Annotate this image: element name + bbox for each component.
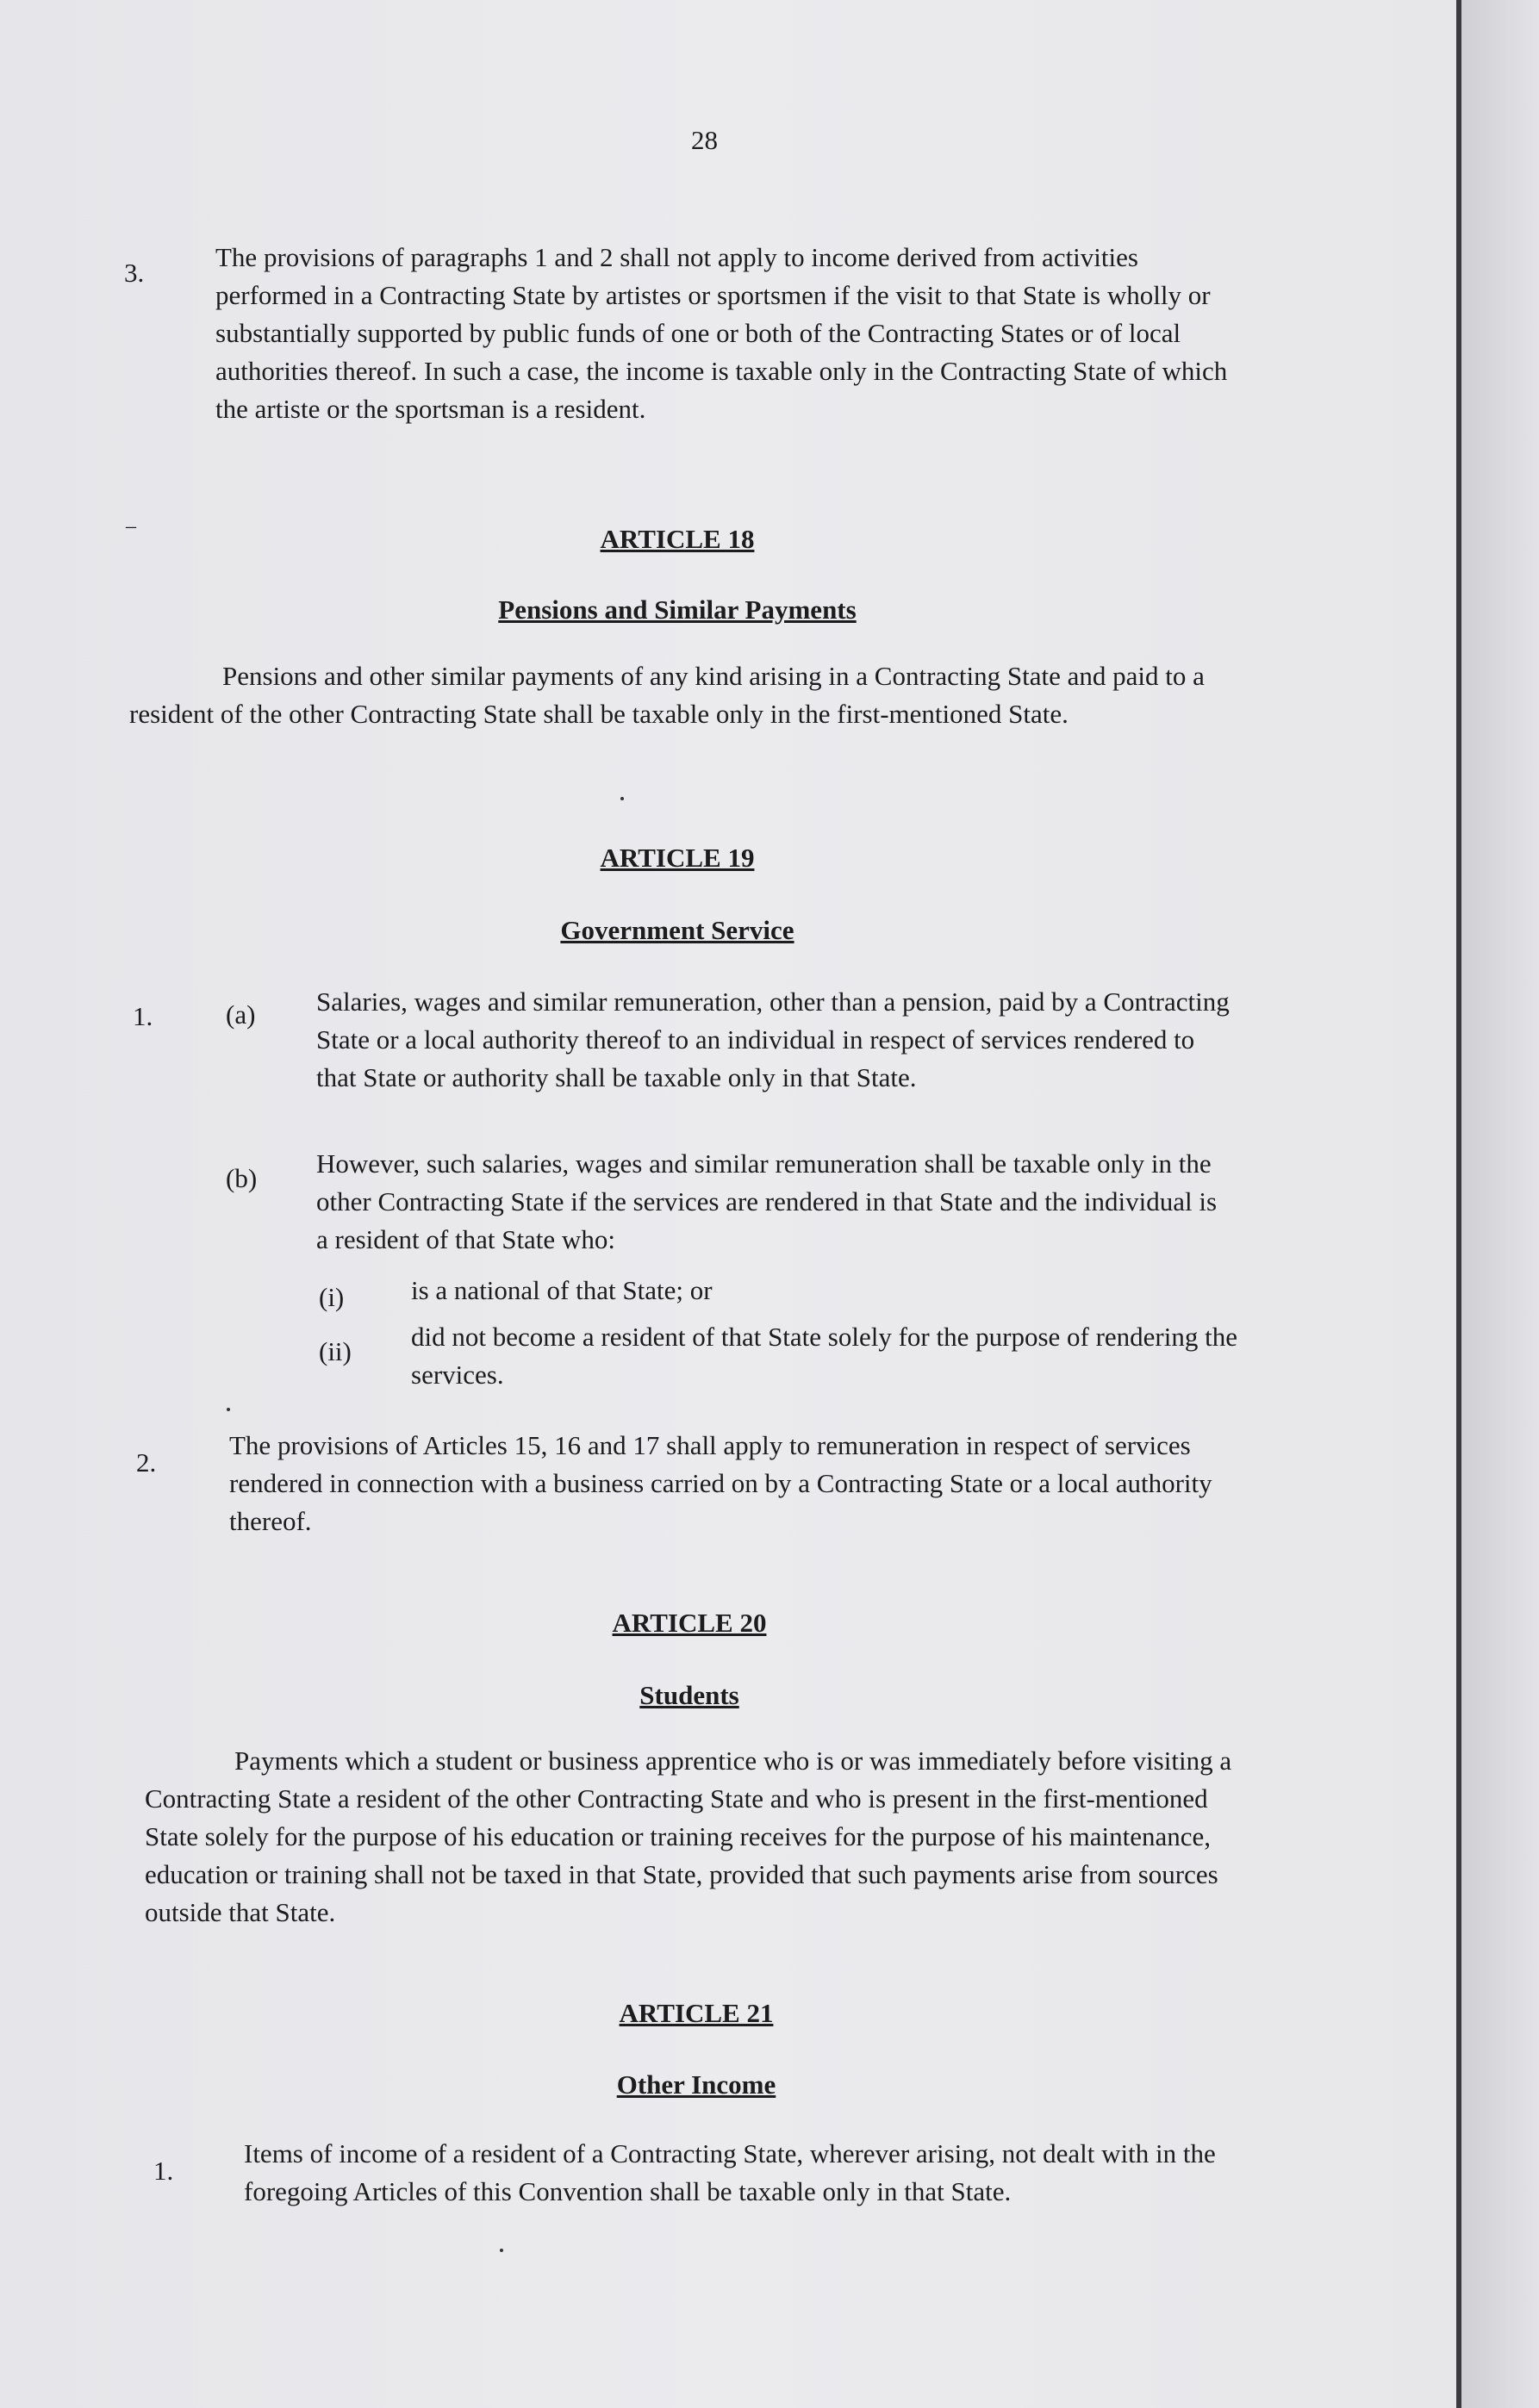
article-18-heading: ARTICLE 18 — [600, 524, 755, 554]
article-20-text: Payments which a student or business apprentice who is or was immediately before visiting a Contracting State a resident of the other Contracting State and who is present in the first-mentioned State solely for the purpose of his education or training receives for the purpose of his maintenance, education or training shall not be taxed in that State, provided that such payments arise from sources outside that State. — [145, 1745, 1232, 1927]
article-21-subheading: Other Income — [616, 2069, 776, 2100]
article-19-heading: ARTICLE 19 — [600, 843, 755, 873]
article-19-para-1-number: 1. — [133, 1001, 153, 1031]
article-19-para-1b-text: However, such salaries, wages and similar remuneration shall be taxable only in the other Contracting State if the services are rendered in that State and the individual is a resident of that State who: — [316, 1148, 1218, 1254]
page-number: 28 — [691, 125, 718, 155]
scan-speck — [620, 797, 624, 800]
article-19-para-1b-i-label: (i) — [319, 1282, 345, 1312]
article-21-para-1-text: Items of income of a resident of a Contracting State, wherever arising, not dealt with in the foregoing Articles of this Convention shall be taxable only in that State. — [244, 2138, 1216, 2206]
article-19-para-1b-ii-label: (ii) — [319, 1336, 352, 1366]
article-19-subheading: Government Service — [560, 915, 794, 945]
article-19-para-2-text: The provisions of Articles 15, 16 and 17 shall apply to remuneration in respect of services rendered in connection with a business carried on by a Contracting State or a local authority thereof. — [229, 1430, 1212, 1536]
article-19-para-1b-ii-text: did not become a resident of that State solely for the purpose of rendering the services. — [411, 1322, 1237, 1390]
article-18-subheading: Pensions and Similar Payments — [498, 594, 857, 625]
article-18-text: Pensions and other similar payments of any kind arising in a Contracting State and paid to a resident of the other Contracting State shall be taxable only in the first-mentioned State. — [129, 661, 1205, 729]
paragraph-3-number: 3. — [124, 258, 145, 288]
article-20-subheading: Students — [639, 1680, 739, 1710]
article-19-para-2-number: 2. — [136, 1447, 157, 1478]
scan-speck — [500, 2249, 503, 2252]
scan-speck — [227, 1408, 230, 1411]
article-21-heading: ARTICLE 21 — [619, 1998, 774, 2028]
article-19-para-1b-i-text: is a national of that State; or — [411, 1275, 713, 1305]
adjacent-page — [1461, 0, 1539, 2408]
article-19-para-1a-label: (a) — [226, 999, 256, 1030]
paragraph-3-text: The provisions of paragraphs 1 and 2 shall not apply to income derived from activities performed in a Contracting State by artistes or sportsmen if the visit to that State is wholly or substantially supported by public funds of one or both of the Contracting States or of local authorities thereof. In such a case, the income is taxable only in the Contracting State of which the artiste or the sportsman is a resident. — [215, 242, 1228, 424]
article-19-para-1b-label: (b) — [226, 1163, 258, 1193]
article-21-para-1-number: 1. — [153, 2156, 174, 2186]
article-20-heading: ARTICLE 20 — [612, 1608, 767, 1638]
article-19-para-1a-text: Salaries, wages and similar remuneration, other than a pension, paid by a Contracting State or a local authority thereof to an individual in respect of services rendered to that State or authority shall be taxable only in that State. — [316, 986, 1230, 1092]
margin-dash: – — [126, 515, 136, 538]
